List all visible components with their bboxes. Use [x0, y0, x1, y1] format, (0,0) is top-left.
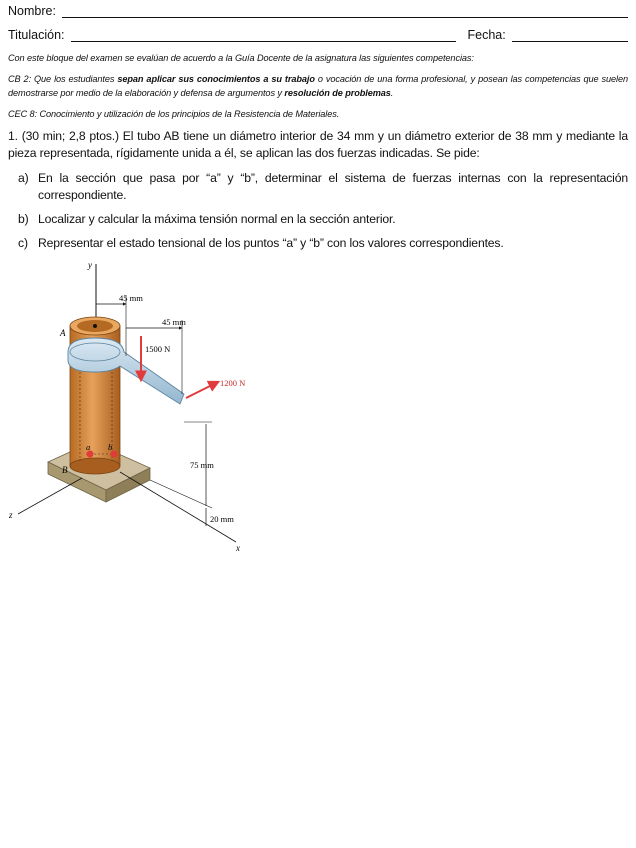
name-field[interactable]	[62, 5, 628, 18]
point-b-label: b	[108, 442, 113, 452]
item-text: Localizar y calcular la máxima tensión normal en la sección anterior.	[38, 212, 396, 226]
item-label: a)	[18, 171, 29, 185]
dim-label-3: 75 mm	[190, 460, 214, 470]
date-label: Fecha:	[467, 28, 506, 42]
x-axis-label: x	[236, 543, 240, 553]
item-text: Representar el estado tensional de los puntos “a” y “b” con los valores correspondientes.	[38, 236, 504, 250]
degree-field[interactable]	[71, 29, 456, 42]
label-a-upper: A	[60, 328, 66, 338]
tube-diagram	[0, 256, 260, 556]
z-axis-line	[18, 478, 82, 514]
label-b-upper: B	[62, 465, 68, 475]
force-1200-label: 1200 N	[220, 378, 246, 388]
dim-ext-4	[150, 480, 212, 508]
item-label: c)	[18, 236, 28, 250]
name-label: Nombre:	[8, 4, 56, 18]
cb2-bold-1: sepan aplicar sus conocimientos a su trabajo	[117, 74, 315, 84]
question-item-a	[18, 170, 628, 204]
cb2-text-2: o vocación de una forma profesional, y posean las competencias que suelen demostrarse por medio de la elaboración y defensa de argumentos y	[8, 74, 629, 98]
z-axis-label: z	[9, 510, 13, 520]
cb2-bold-2: resolución de problemas	[284, 87, 391, 98]
force-1500-label: 1500 N	[145, 344, 171, 354]
point-a-label: a	[86, 442, 91, 452]
cb2-text-3: .	[390, 87, 394, 98]
dim-label-1: 45 mm	[119, 293, 143, 303]
question-item-c	[18, 235, 628, 252]
date-field[interactable]	[512, 29, 628, 42]
dim-label-4: 20 mm	[210, 514, 234, 524]
item-label: b)	[18, 212, 29, 226]
competences-intro: Con este bloque del examen se evalúan de acuerdo a la Guía Docente de la asignatura las siguientes competencias:	[8, 53, 474, 63]
degree-row	[8, 28, 628, 42]
question-statement: 1. (30 min; 2,8 ptos.) El tubo AB tiene un diámetro interior de 34 mm y un diámetro exterior de 38 mm y mediante la pieza representada, rígidamente unida a él, se aplican las dos fuerzas indicadas. Se pide:	[8, 129, 628, 160]
name-row	[8, 4, 628, 18]
cb2-text-1: CB 2: Que los estudiantes	[8, 74, 118, 84]
dim-label-2: 45 mm	[162, 317, 186, 327]
item-text: En la sección que pasa por “a” y “b”, determinar el sistema de fuerzas internas con la representación correspondiente.	[38, 171, 628, 202]
x-axis-line	[120, 472, 236, 542]
y-axis-label: y	[88, 260, 92, 270]
competence-cec8: CEC 8: Conocimiento y utilización de los principios de la Resistencia de Materiales.	[8, 109, 340, 119]
force-1200-arrow	[186, 382, 218, 398]
degree-label: Titulación:	[8, 28, 65, 42]
question-item-b	[18, 211, 628, 228]
competence-cb2	[8, 73, 628, 100]
